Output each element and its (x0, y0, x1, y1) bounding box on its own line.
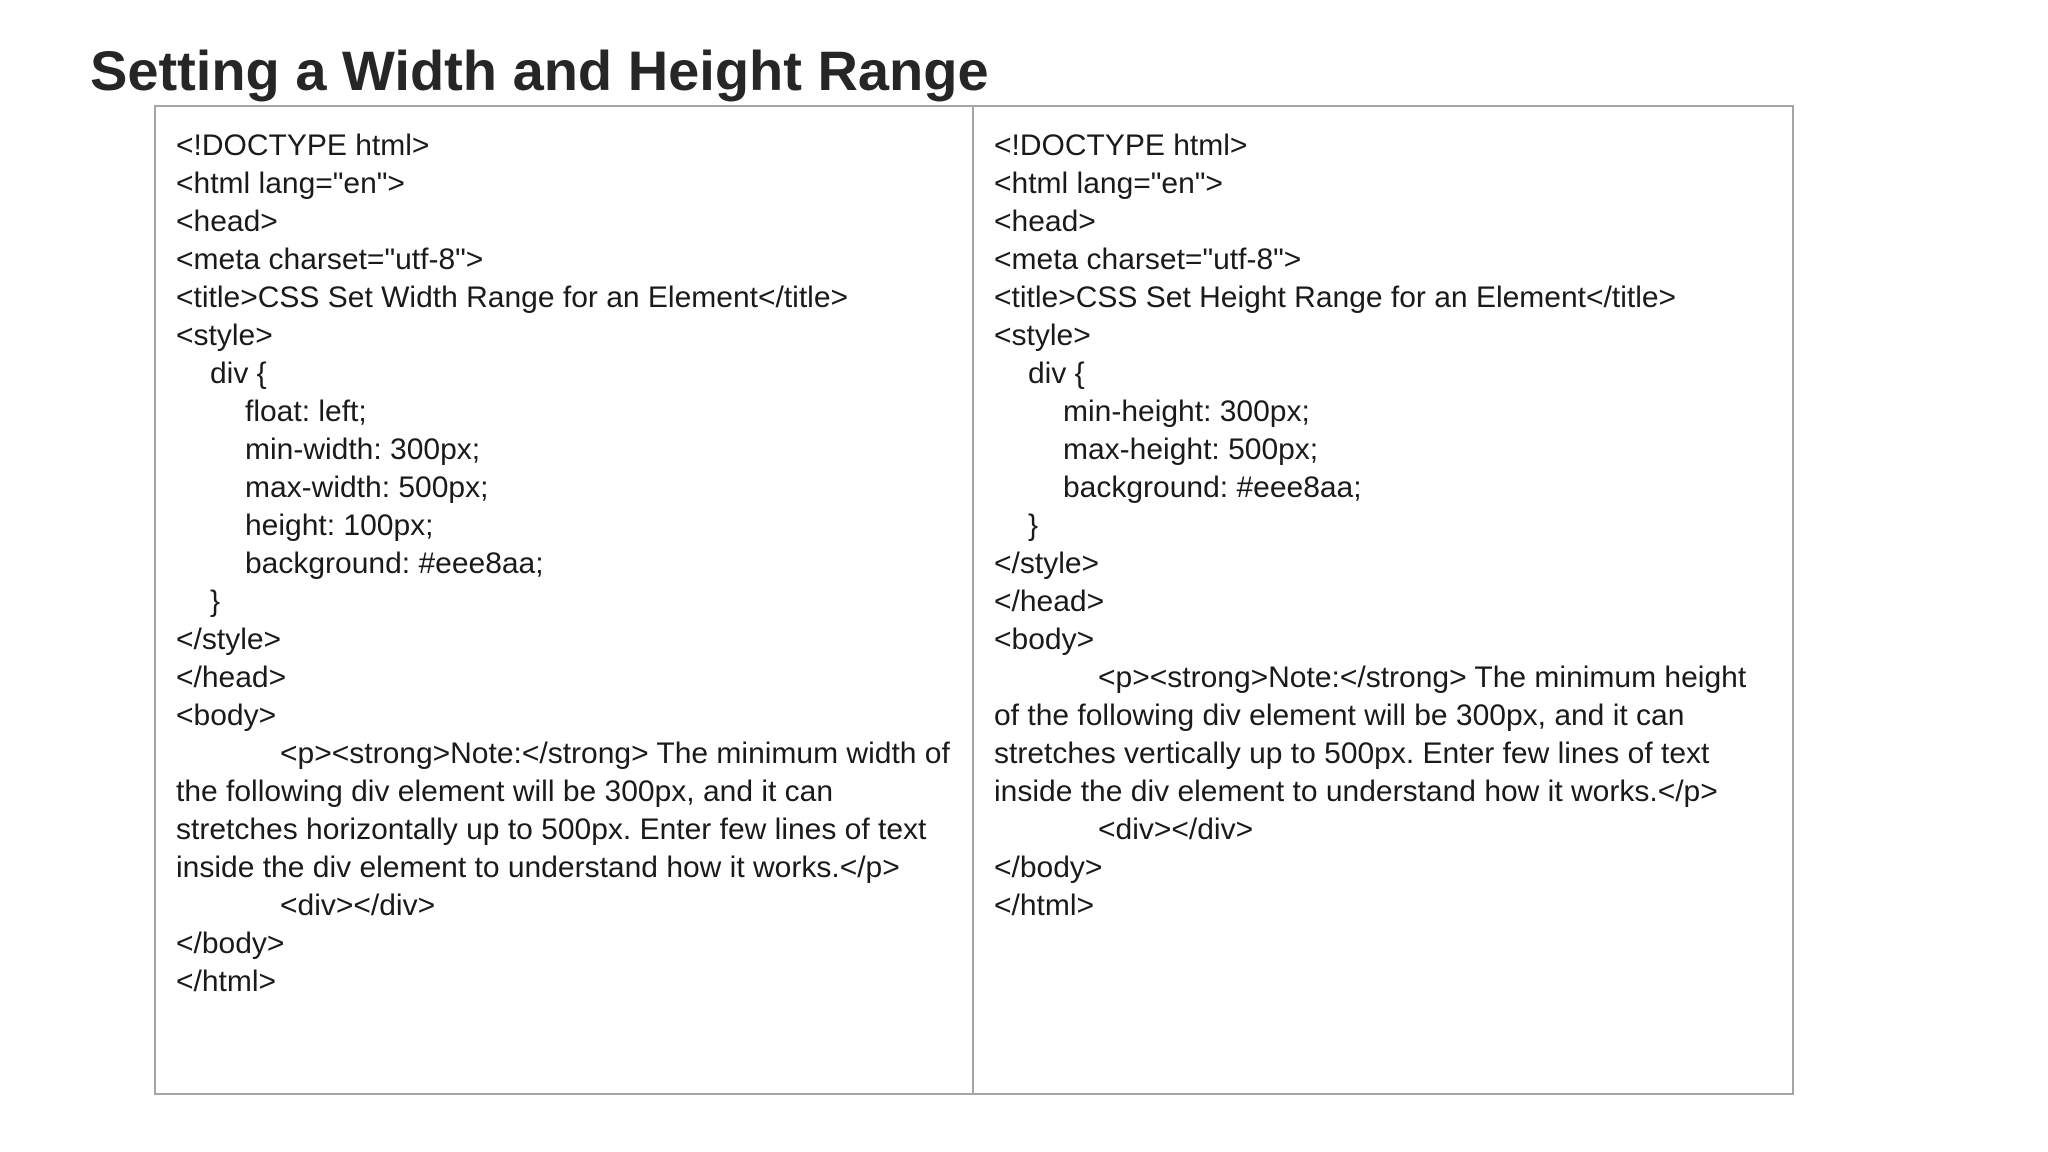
code-line: <style> (176, 319, 273, 352)
slide-title: Setting a Width and Height Range (90, 39, 989, 102)
code-comparison-table (154, 105, 1794, 1095)
code-line: </style> (176, 623, 282, 656)
code-line: <body> (994, 623, 1095, 656)
code-line: max-height: 500px; (1063, 433, 1319, 466)
code-line: </style> (994, 547, 1100, 580)
code-line: float: left; (245, 395, 367, 428)
code-line: <title>CSS Set Width Range for an Element</title> (176, 281, 849, 314)
code-line: <body> (176, 699, 277, 732)
height-range-code-cell (974, 107, 1792, 1093)
code-paragraph-line: <p><strong>Note:</strong> The minimum height of the following div element will be 300px, and it can stretches vertically up to 500px. Enter few lines of text inside the div element to understand how it works.</p> (994, 661, 1755, 808)
code-line: min-width: 300px; (245, 433, 481, 466)
code-line: <!DOCTYPE html> (176, 129, 430, 162)
code-line: <head> (994, 205, 1096, 238)
code-line: <html lang="en"> (176, 167, 405, 200)
code-line: <html lang="en"> (994, 167, 1223, 200)
code-line: </html> (176, 965, 277, 998)
code-line: <head> (176, 205, 278, 238)
code-div-line: <div></div> (1098, 813, 1254, 846)
code-line: <meta charset="utf-8"> (176, 243, 484, 276)
code-line: } (210, 585, 221, 618)
code-line: </html> (994, 889, 1095, 922)
code-line: background: #eee8aa; (245, 547, 544, 580)
code-line: <!DOCTYPE html> (994, 129, 1248, 162)
code-line: background: #eee8aa; (1063, 471, 1362, 504)
code-paragraph-line: <p><strong>Note:</strong> The minimum width of the following div element will be 300px, and it can stretches horizontally up to 500px. Enter few lines of text inside the div element to understand how it works.</p> (176, 737, 959, 884)
code-line: height: 100px; (245, 509, 434, 542)
code-line: </head> (994, 585, 1105, 618)
code-div-line: <div></div> (280, 889, 436, 922)
width-range-code-cell (156, 107, 974, 1093)
code-line: <meta charset="utf-8"> (994, 243, 1302, 276)
code-line: div { (1028, 357, 1085, 390)
code-line: <title>CSS Set Height Range for an Element</title> (994, 281, 1677, 314)
code-line: <style> (994, 319, 1091, 352)
code-line: </body> (994, 851, 1103, 884)
code-line: </body> (176, 927, 285, 960)
code-line: min-height: 300px; (1063, 395, 1310, 428)
code-line: </head> (176, 661, 287, 694)
code-line: } (1028, 509, 1039, 542)
code-line: div { (210, 357, 267, 390)
code-line: max-width: 500px; (245, 471, 489, 504)
